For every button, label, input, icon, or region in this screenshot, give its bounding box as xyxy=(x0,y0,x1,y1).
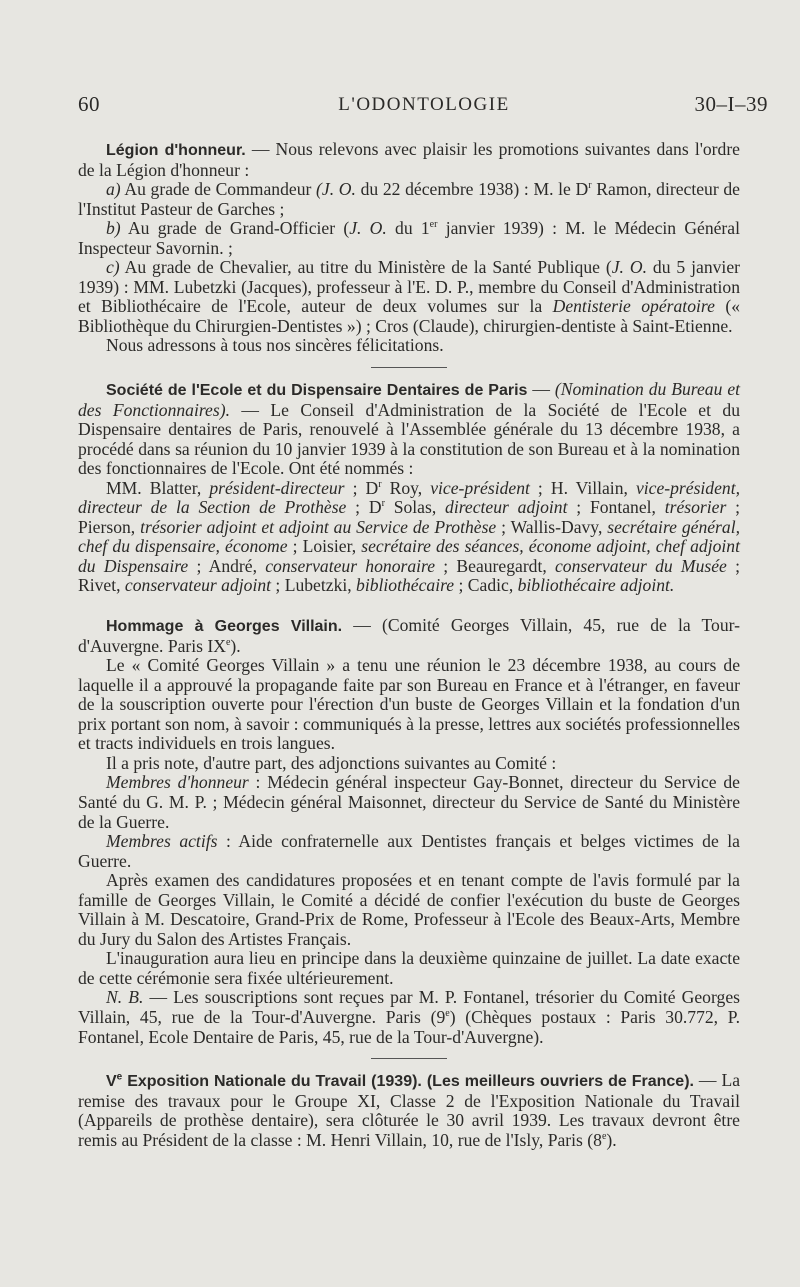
section-divider xyxy=(371,1058,447,1059)
page-number: 60 xyxy=(78,92,100,116)
section-heading: Société de l'Ecole et du Dispensaire Dentaires de Paris xyxy=(106,382,528,400)
legion-item-c: c) Au grade de Chevalier, au titre du Ministère de la Santé Publique (J. O. du 5 janvier 1939) : MM. Lubetzki (Jacques), professeur à l'E. D. P., membre du Conseil d'Administration et Bibliothécaire de l'Ecole, auteur de deux volumes sur la Dentisterie opératoire (« Bibliothèque du Chirurgien-Dentistes ») ; Cros (Claude), chirurgien-dentiste à Saint-Etienne. xyxy=(78,257,741,336)
journal-title: L'ODONTOLOGIE xyxy=(338,94,510,115)
hommage-paragraph: L'inauguration aura lieu en principe dans la deuxième quinzaine de juillet. La date exacte de cette cérémonie sera fixée ultérieurement. xyxy=(78,948,740,988)
hommage-paragraph: Il a pris note, d'autre part, des adjonctions suivantes au Comité : xyxy=(106,752,557,773)
section-heading: Ve Exposition Nationale du Travail (1939). (Les meilleurs ouvriers de France). xyxy=(106,1071,694,1091)
section-divider xyxy=(371,367,447,368)
membres-actifs: Membres actifs : Aide confraternelle aux Dentistes français et belges victimes de la Guerre. xyxy=(78,831,740,871)
section-legion-honneur xyxy=(78,140,740,356)
legion-item-b: b) Au grade de Grand-Officier (J. O. du 1er janvier 1939) : M. le Médecin Général Inspecteur Savornin. ; xyxy=(78,218,740,258)
societe-intro-paragraph: Société de l'Ecole et du Dispensaire Dentaires de Paris — (Nomination du Bureau et des Fonctionnaires). — Le Conseil d'Administration de la Société de l'Ecole et du Dispensaire dentaires de Paris, renouvelé à l'Assemblée générale du 13 décembre 1938, a procédé dans sa réunion du 10 janvier 1939 à la constitution de son Bureau et à la nomination des fonctionnaires de l'Ecole. Ont été nommés : xyxy=(78,379,741,479)
section-heading: Légion d'honneur. xyxy=(106,142,246,159)
hommage-paragraph: Après examen des candidatures proposées et en tenant compte de l'avis formulé par la famille de Georges Villain, le Comité a décidé de confier l'exécution du buste de Georges Villain à M. Descatoire, Grand-Prix de Rome, Professeur à l'Ecole des Beaux-Arts, Membre du Jury du Salon des Artistes Français. xyxy=(78,870,740,949)
section-spacer xyxy=(78,596,740,616)
running-header xyxy=(78,92,770,122)
exposition-paragraph: Ve Exposition Nationale du Travail (1939). (Les meilleurs ouvriers de France). — La remise des travaux pour le Groupe XI, Classe 2 de l'Exposition Nationale du Travail (Appareils de prothèse dentaire), sera clôturée le 30 avril 1939. Les travaux devront être remis au Président de la classe : M. Henri Villain, 10, rue de l'Isly, Paris (8e). xyxy=(78,1070,740,1150)
section-hommage-villain xyxy=(78,616,740,1047)
section-exposition-travail xyxy=(78,1071,740,1150)
legion-intro-paragraph: Légion d'honneur. — Nous relevons avec plaisir les promotions suivantes dans l'ordre de la Légion d'honneur : xyxy=(78,139,740,180)
membres-honneur: Membres d'honneur : Médecin général inspecteur Gay-Bonnet, directeur du Service de Santé du G. M. P. ; Médecin général Maisonnet, directeur du Service de Santé du Ministère de la Guerre. xyxy=(78,772,740,832)
article-body xyxy=(78,140,740,1150)
societe-members-paragraph: MM. Blatter, président-directeur ; $D^r$ Roy, vice-président ; H. Villain, vice-président, directeur de la Section de Prothèse ; $D^r$ Solas, directeur adjoint ; Fontanel, trésorier ; Pierson, trésorier adjoint et adjoint au Service de Prothèse ; Wallis-Davy, secrétaire général, chef du dispensaire, économe ; Loisier, secrétaire des séances, économe adjoint, chef adjoint du Dispensaire ; André, conservateur honoraire ; Beauregardt, conservateur du Musée ; Rivet, conservateur adjoint ; Lubetzki, bibliothécaire ; Cadic, bibliothécaire adjoint. xyxy=(78,477,740,596)
legion-item-a: a) Au grade de Commandeur (J. O. du 22 décembre 1938) : M. le $D^r$ Ramon, directeur de l'Institut Pasteur de Garches ; xyxy=(78,179,740,219)
hommage-nb: N. B. — Les souscriptions sont reçues par M. P. Fontanel, trésorier du Comité Georges Villain, 45, rue de la Tour-d'Auvergne. Paris (9e) (Chèques postaux : Paris 30.772, P. Fontanel, Ecole Dentaire de Paris, 45, rue de la Tour-d'Auvergne). xyxy=(78,987,740,1047)
hommage-intro-paragraph: Hommage à Georges Villain. — (Comité Georges Villain, 45, rue de la Tour-d'Auvergne. Paris IXe). xyxy=(78,615,741,656)
hommage-paragraph: Le « Comité Georges Villain » a tenu une réunion le 23 décembre 1938, au cours de laquelle il a approuvé la propagande faite par son Bureau en France et à l'étranger, en faveur de la souscription ouverte pour l'érection d'un buste de Georges Villain et la fondation d'un prix portant son nom, à savoir : communiqués à la presse, lettres aux sociétés professionnelles et tracts individuels en trois langues. xyxy=(78,655,740,754)
issue-date: 30–I–39 xyxy=(694,92,768,116)
legion-closing: Nous adressons à tous nos sincères félicitations. xyxy=(106,335,444,356)
section-heading: Hommage à Georges Villain. xyxy=(106,618,343,636)
section-societe-ecole xyxy=(78,380,740,596)
